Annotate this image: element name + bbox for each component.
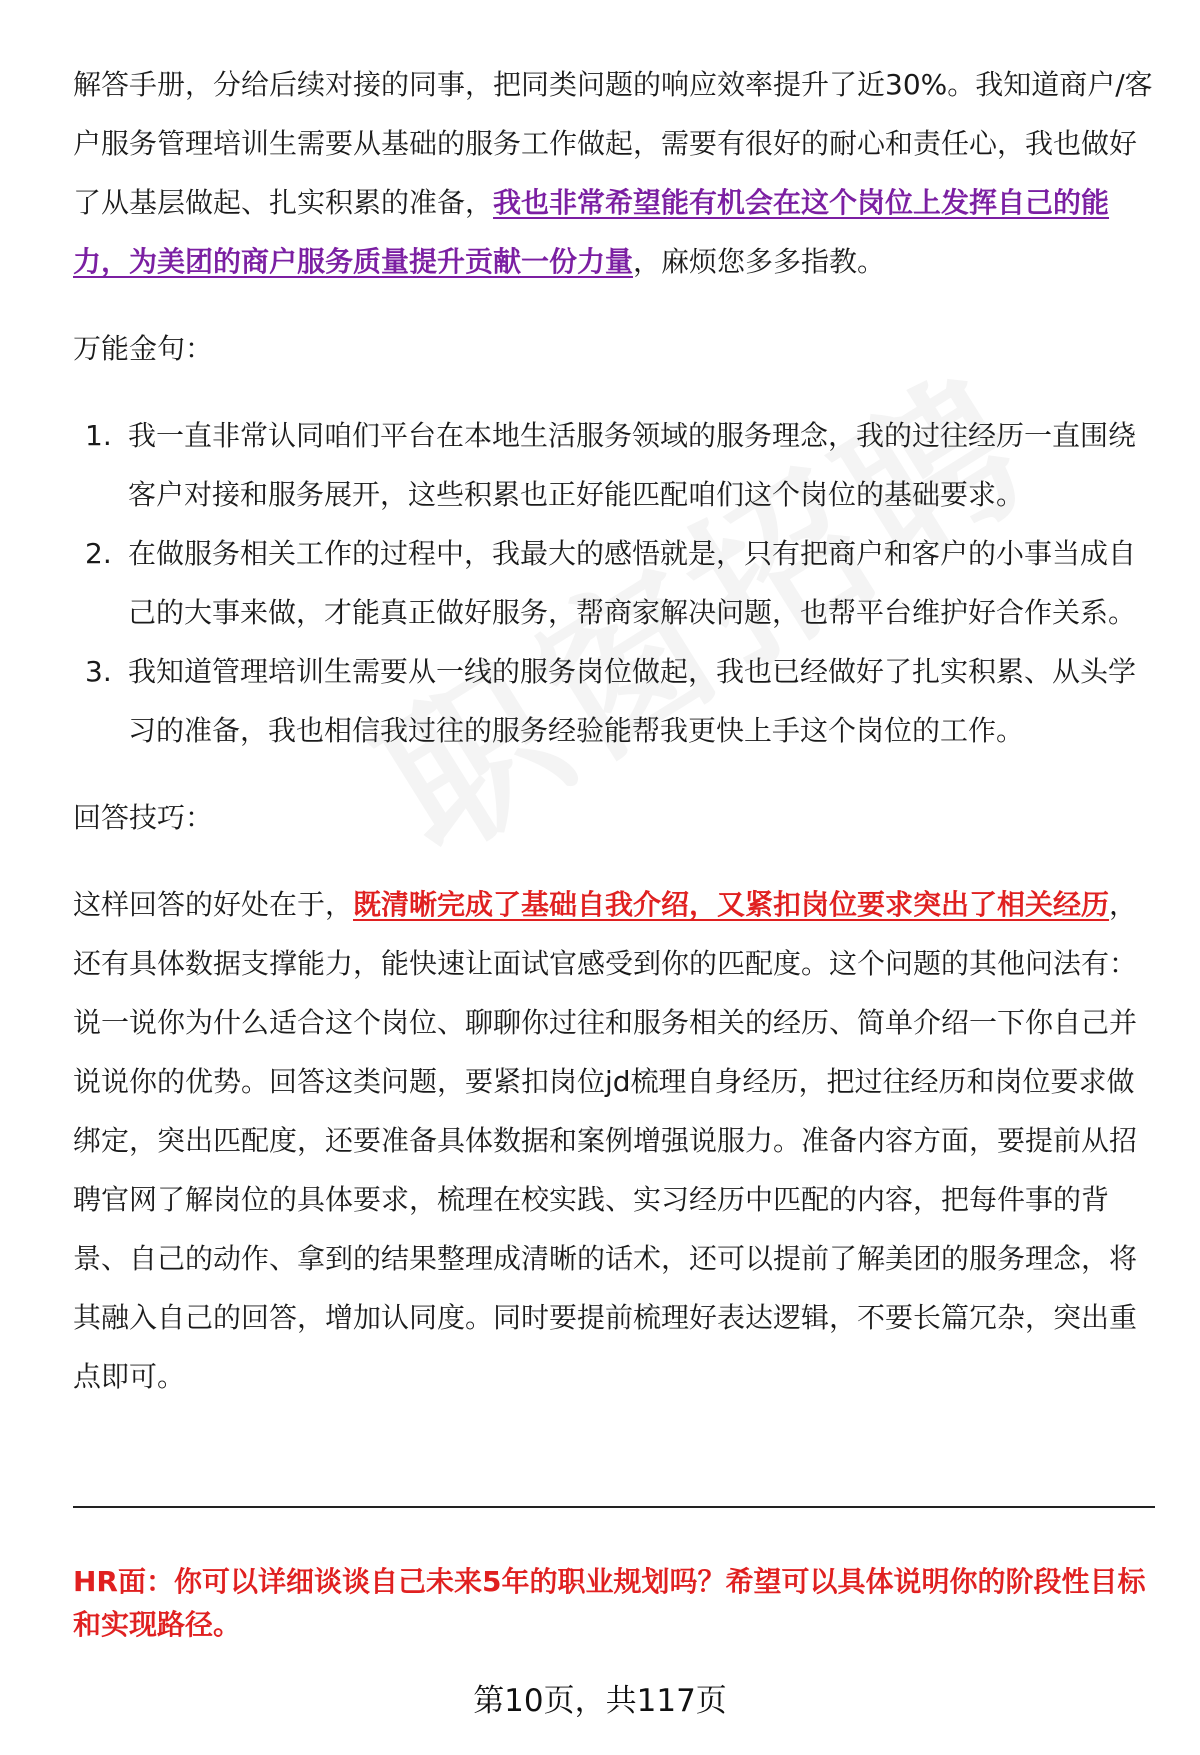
tips-paragraph: [73, 875, 1155, 1406]
list-item: [73, 406, 1155, 524]
list-text: 我一直非常认同咱们平台在本地生活服务领域的服务理念，我的过往经历一直围绕客户对接和服务展开，这些积累也正好能匹配咱们这个岗位的基础要求。: [128, 419, 1137, 511]
tips-tail: ，还有具体数据支撑能力，能快速让面试官感受到你的匹配度。这个问题的其他问法有：说一说你为什么适合这个岗位、聊聊你过往和服务相关的经历、简单介绍一下你自己并说说你的优势。回答这类问题，要紧扣岗位jd梳理自身经历，把过往经历和岗位要求做绑定，突出匹配度，还要准备具体数据和案例增强说服力。准备内容方面，要提前从招聘官网了解岗位的具体要求，梳理在校实践、实习经历中匹配的内容，把每件事的背景、自己的动作、拿到的结果整理成清晰的话术，还可以提前了解美团的服务理念，将其融入自己的回答，增加认同度。同时要提前梳理好表达逻辑，不要长篇冗杂，突出重点即可。: [73, 888, 1138, 1393]
intro-highlight: 我也非常希望能有机会在这个岗位上发挥自己的能力，为美团的商户服务质量提升贡献一份力量: [73, 186, 1110, 278]
list-item: [73, 642, 1155, 760]
intro-paragraph: [73, 55, 1155, 291]
list-text: 在做服务相关工作的过程中，我最大的感悟就是，只有把商户和客户的小事当成自己的大事来做，才能真正做好服务，帮商家解决问题，也帮平台维护好合作关系。: [128, 537, 1137, 629]
list-number: 3.: [85, 655, 112, 688]
golden-sentences-heading: 万能金句：: [73, 332, 214, 365]
tips-highlight: 既清晰完成了基础自我介绍，又紧扣岗位要求突出了相关经历: [353, 888, 1110, 921]
list-number: 1.: [85, 419, 112, 452]
tips-heading: 回答技巧：: [73, 801, 214, 834]
next-question-heading: HR面：你可以详细谈谈自己未来5年的职业规划吗？希望可以具体说明你的阶段性目标和实现路径。: [73, 1565, 1146, 1641]
page-number: 第10页，共117页: [473, 1683, 727, 1719]
intro-tail: ，麻烦您多多指教。: [633, 245, 886, 278]
intro-text: 解答手册，分给后续对接的同事，把同类问题的响应效率提升了近30%。我知道商户/客户服务管理培训生需要从基础的服务工作做起，需要有很好的耐心和责任心，我也做好了从基层做起、扎实积累的准备，: [73, 68, 1153, 219]
golden-sentences-list: [73, 406, 1155, 760]
tips-text: 这样回答的好处在于，: [73, 888, 354, 921]
list-item: [73, 524, 1155, 642]
page-content: [73, 55, 1155, 1406]
section-divider: [73, 1506, 1155, 1508]
list-text: 我知道管理培训生需要从一线的服务岗位做起，我也已经做好了扎实积累、从头学习的准备，我也相信我过往的服务经验能帮我更快上手这个岗位的工作。: [128, 655, 1137, 747]
list-number: 2.: [85, 537, 112, 570]
